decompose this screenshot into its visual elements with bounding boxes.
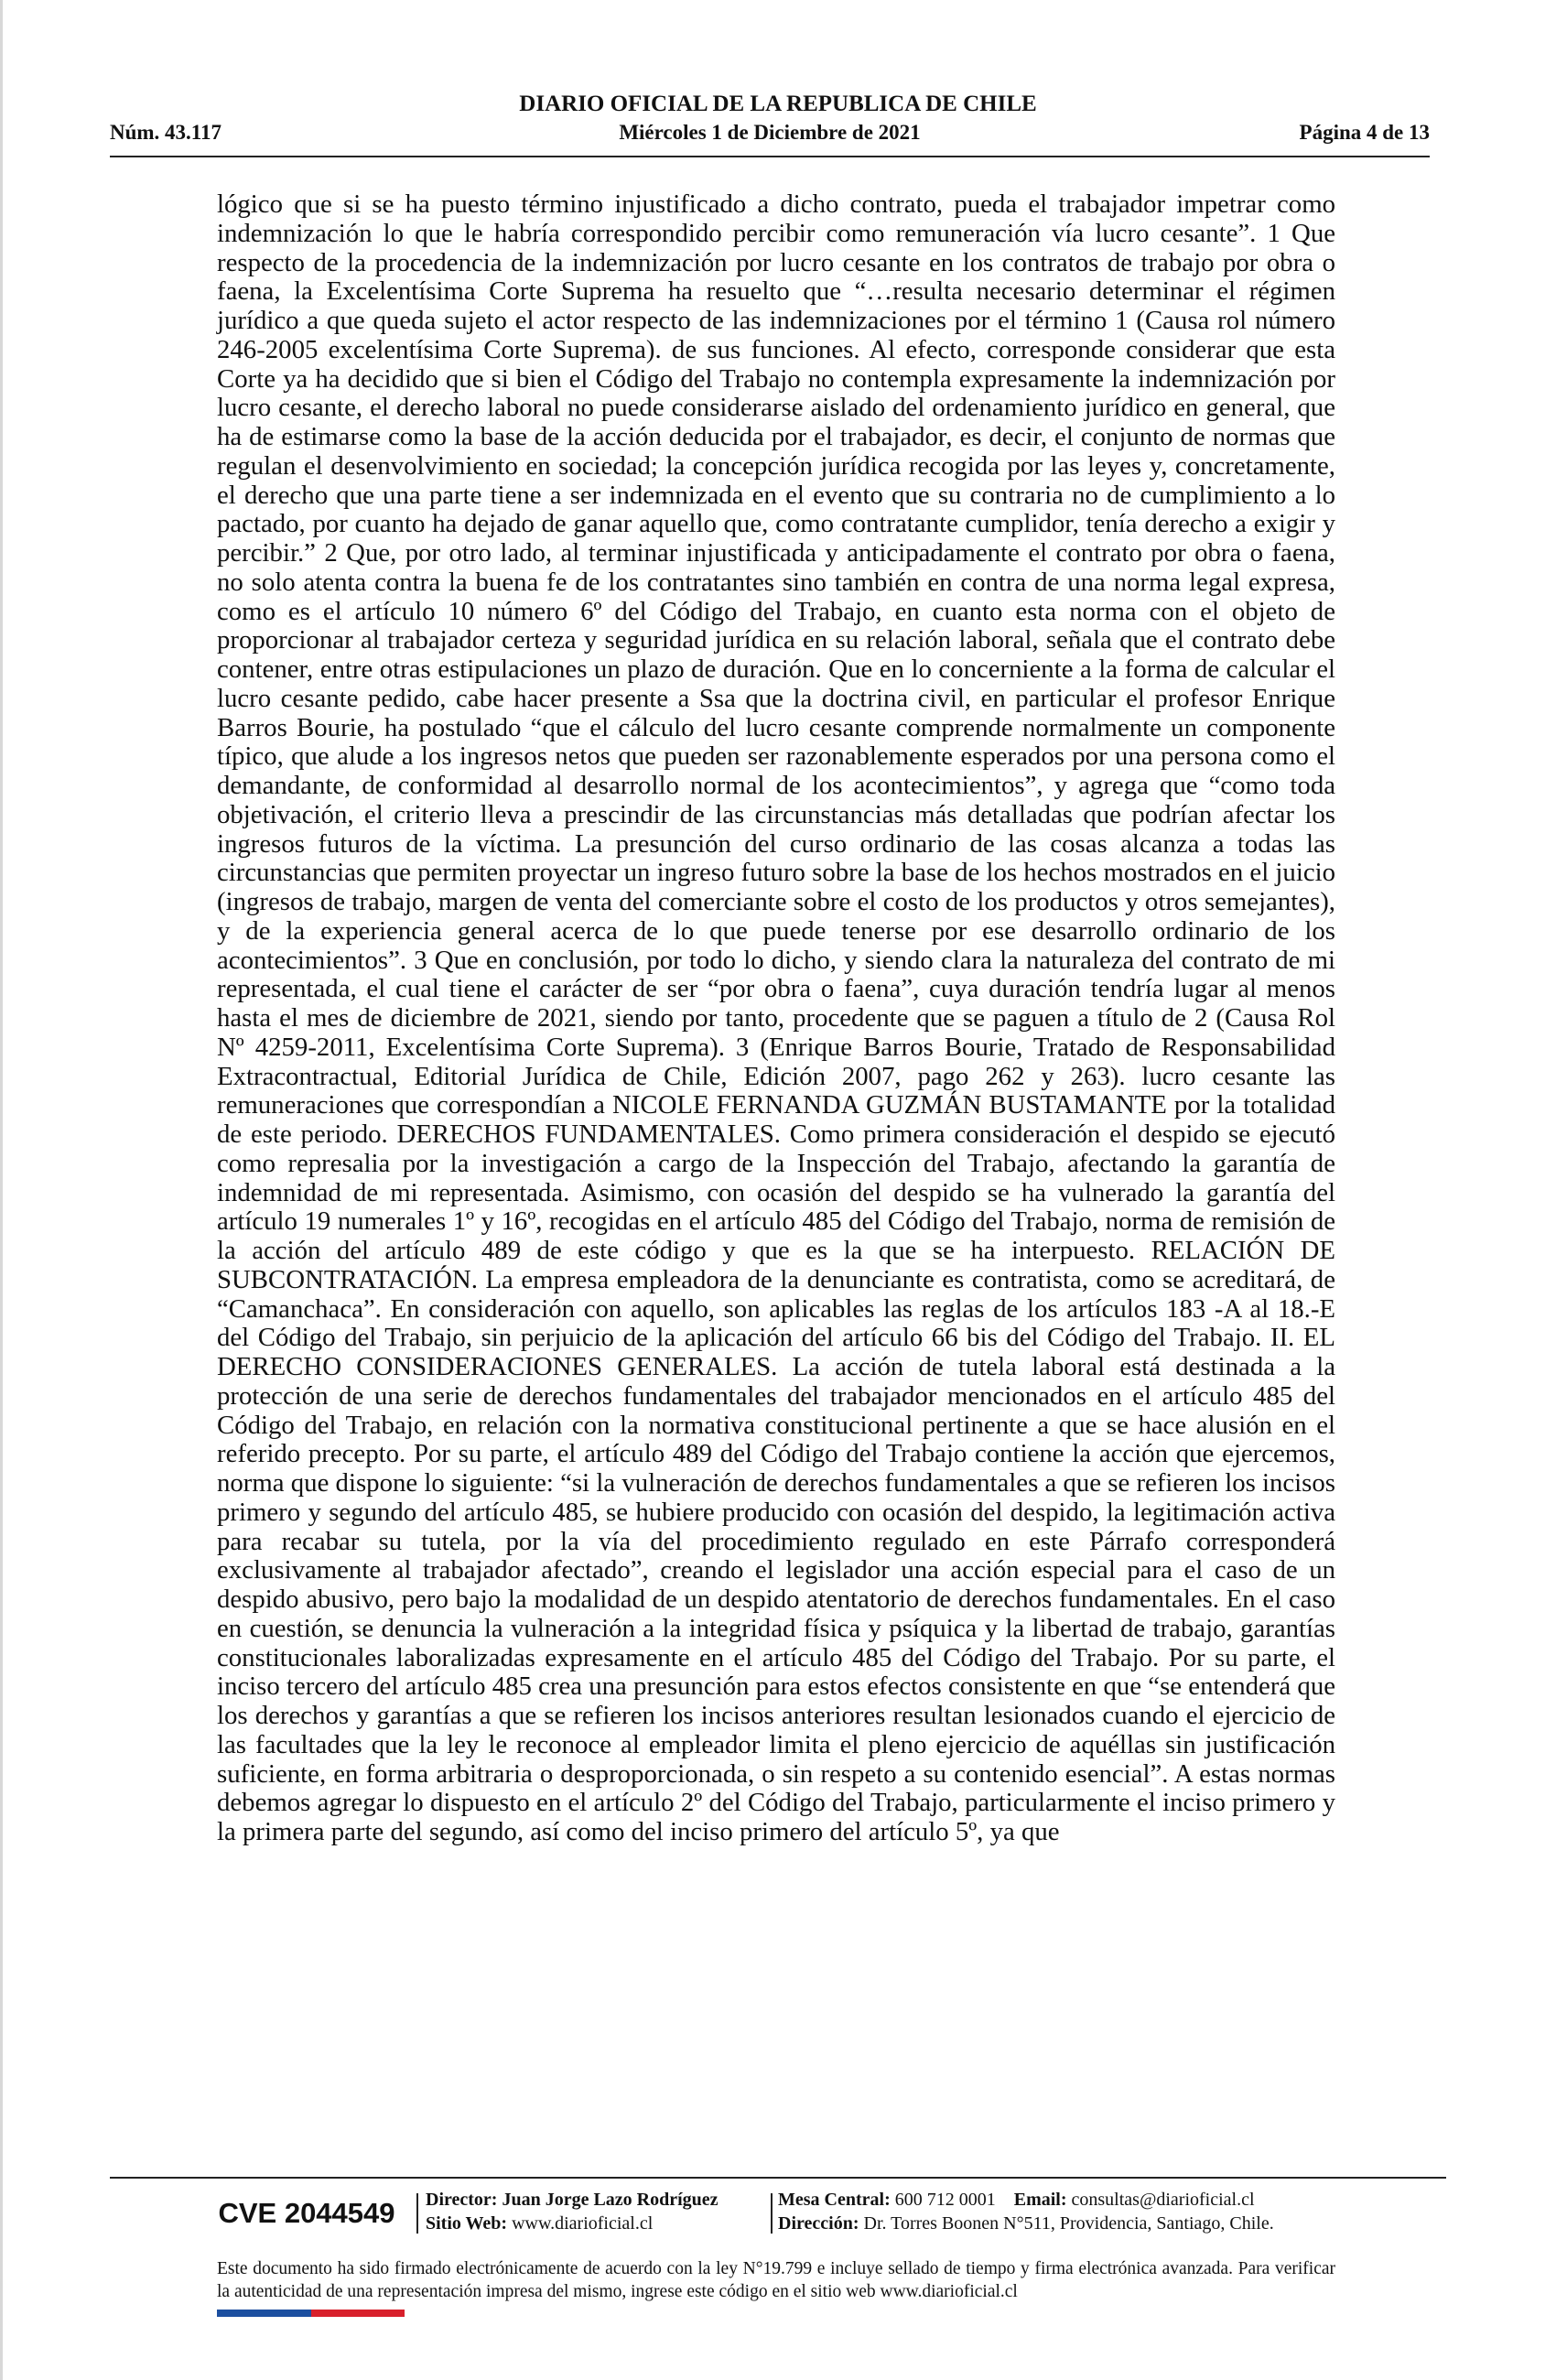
body-paragraph: lógico que si se ha puesto término injustificado a dicho contrato, pueda el trabajador impetrar como indemnización lo que le habría correspondido percibir como remuneración vía lucro cesante”. 1 Que respecto de la procedencia de la indemnización por lucro cesante en los contratos de trabajo por obra o faena, la Excelentísima Corte Suprema ha resuelto que “…resulta necesario determinar el régimen jurídico a que queda sujeto el actor respecto de las indemnizaciones por el término 1 (Causa rol número 246-2005 excelentísima Corte Suprema). de sus funciones. Al efecto, corresponde considerar que esta Corte ya ha decidido que si bien el Código del Trabajo no contempla expresamente la indemnización por lucro cesante, el derecho laboral no puede considerarse aislado del ordenamiento jurídico en general, que ha de estimarse como la base de la acción deducida por el trabajador, es decir, el conjunto de normas que regulan el desenvolvimiento en sociedad; la concepción jurídica recogida por las leyes y, concretamente, el derecho que una parte tiene a ser indemnizada en el evento que su contraria no de cumplimiento a lo pactado, por cuanto ha dejado de ganar aquello que, como contratante cumplidor, tenía derecho a exigir y percibir.” 2 Que, por otro lado, al terminar injustificada y anticipadamente el contrato por obra o faena, no solo atenta contra la buena fe de los contratantes sino también en contra de una norma legal expresa, como es el artículo 10 número 6º del Código del Trabajo, en cuanto esta norma con el objeto de proporcionar al trabajador certeza y seguridad jurídica en su relación laboral, señala que el contrato debe contener, entre otras estipulaciones un plazo de duración. Que en lo concerniente a la forma de calcular el lucro cesante pedido, cabe hacer presente a Ssa que la doctrina civil, en particular el profesor Enrique Barros Bourie, ha postulado “que el cálculo del lucro cesante comprende normalmente un componente típico, que alude a los ingresos netos que pueden ser razonablemente esperados por una persona como el demandante, de conformidad al desarrollo normal de los acontecimientos”, y agrega que “como toda objetivación, el criterio lleva a prescindir de las circunstancias más detalladas que podrían afectar los ingresos futuros de la víctima. La presunción del curso ordinario de las cosas alcanza a todas las circunstancias que permiten proyectar un ingreso futuro sobre la base de los hechos mostrados en el juicio (ingresos de trabajo, margen de venta del comerciante sobre el costo de los productos y otros semejantes), y de la experiencia general acerca de lo que puede tenerse por ese desarrollo ordinario de los acontecimientos”. 3 Que en conclusión, por todo lo dicho, y siendo clara la naturaleza del contrato de mi representada, el cual tiene el carácter de ser “por obra o faena”, cuya duración tendría lugar al menos hasta el mes de diciembre de 2021, siendo por tanto, procedente que se paguen a título de 2 (Causa Rol Nº 4259-2011, Excelentísima Corte Suprema). 3 (Enrique Barros Bourie, Tratado de Responsabilidad Extracontractual, Editorial Jurídica de Chile, Edición 2007, pago 262 y 263). lucro cesante las remuneraciones que correspondían a NICOLE FERNANDA GUZMÁN BUSTAMANTE por la totalidad de este periodo. DERECHOS FUNDAMENTALES. Como primera consideración el despido se ejecutó como represalia por la investigación a cargo de la Inspección del Trabajo, afectando la garantía de indemnidad de mi representada. Asimismo, con ocasión del despido se ha vulnerado la garantía del artículo 19 numerales 1º y 16º, recogidas en el artículo 485 del Código del Trabajo, norma de remisión de la acción del artículo 489 de este código y que es la que se ha interpuesto. RELACIÓN DE SUBCONTRATACIÓN. La empresa empleadora de la denunciante es contratista, como se acreditará, de “Camanchaca”. En consideración con aquello, son aplicables las reglas de los artículos 183 -A al 18.-E del Código del Trabajo, sin perjuicio de la aplicación del artículo 66 bis del Código del Trabajo. II. EL DERECHO CONSIDERACIONES GENERALES. La acción de tutela laboral está destinada a la protección de una serie de derechos fundamentales del trabajador mencionados en el artículo 485 del Código del Trabajo, en relación con la normativa constitucional pertinente a que se hace alusión en el referido precepto. Por su parte, el artículo 489 del Código del Trabajo contiene la acción que ejercemos, norma que dispone lo siguiente: “si la vulneración de derechos fundamentales a que se refieren los incisos primero y segundo del artículo 485, se hubiere producido con ocasión del despido, la legitimación activa para recabar su tutela, por la vía del procedimiento regulado en este Párrafo corresponderá exclusivamente al trabajador afectado”, creando el legislador una acción especial para el caso de un despido abusivo, pero bajo la modalidad de un despido atentatorio de derechos fundamentales. En el caso en cuestión, se denuncia la vulneración a la integridad física y psíquica y la libertad de trabajo, garantías constitucionales laboralizadas expresamente en el artículo 485 del Código del Trabajo. Por su parte, el inciso tercero del artículo 485 crea una presunción para estos efectos consistente en que “se entenderá que los derechos y garantías a que se refieren los incisos anteriores resultan lesionados cuando el ejercicio de las facultades que la ley le reconoce al empleador limita el pleno ejercicio de aquéllas sin justificación suficiente, en forma arbitraria o desproporcionada, o sin respeto a su contenido esencial”. A estas normas debemos agregar lo dispuesto en el artículo 2º del Código del Trabajo, particularmente el inciso primero y la primera parte del segundo, así como del inciso primero del artículo 5º, ya que bbox=[217, 189, 1335, 1846]
email-link[interactable]: consultas@diarioficial.cl bbox=[1071, 2190, 1255, 2210]
cve-code: CVE 2044549 bbox=[218, 2197, 395, 2229]
website-label: Sitio Web: bbox=[426, 2213, 508, 2234]
header-divider bbox=[110, 156, 1430, 157]
footer-separator bbox=[416, 2193, 418, 2234]
header-row bbox=[110, 121, 1430, 150]
flag-red-segment bbox=[311, 2310, 405, 2317]
gazette-title: DIARIO OFICIAL DE LA REPUBLICA DE CHILE bbox=[519, 92, 1037, 116]
footer-separator bbox=[771, 2193, 773, 2234]
document-body bbox=[217, 190, 1335, 1847]
flag-blue-segment bbox=[217, 2310, 311, 2317]
flag-stripe bbox=[217, 2310, 405, 2317]
website-link[interactable]: www.diarioficial.cl bbox=[512, 2213, 654, 2234]
email-label: Email: bbox=[1013, 2190, 1067, 2210]
address-label: Dirección: bbox=[778, 2213, 859, 2234]
page-left-edge bbox=[0, 0, 3, 2380]
director-label: Director: bbox=[426, 2190, 498, 2210]
address-text: Dr. Torres Boonen N°511, Providencia, Santiago, Chile. bbox=[863, 2213, 1274, 2234]
phone-label: Mesa Central: bbox=[778, 2190, 891, 2210]
footer-divider bbox=[110, 2177, 1446, 2179]
footer-contact-column bbox=[778, 2188, 1274, 2235]
footer-director-column bbox=[426, 2188, 719, 2235]
phone-number: 600 712 0001 bbox=[894, 2190, 996, 2210]
issue-date: Miércoles 1 de Diciembre de 2021 bbox=[619, 121, 921, 144]
director-name: Juan Jorge Lazo Rodríguez bbox=[502, 2190, 719, 2210]
issue-number: Núm. 43.117 bbox=[110, 121, 222, 144]
signature-notice: Este documento ha sido firmado electrónicamente de acuerdo con la ley N°19.799 e incluye sellado de tiempo y firma electrónica avanzada. Para verificar la autenticidad de una representación impresa del mismo, ingrese este código en el sitio web www.diarioficial.cl bbox=[217, 2259, 1335, 2301]
page-number: Página 4 de 13 bbox=[1299, 121, 1430, 144]
